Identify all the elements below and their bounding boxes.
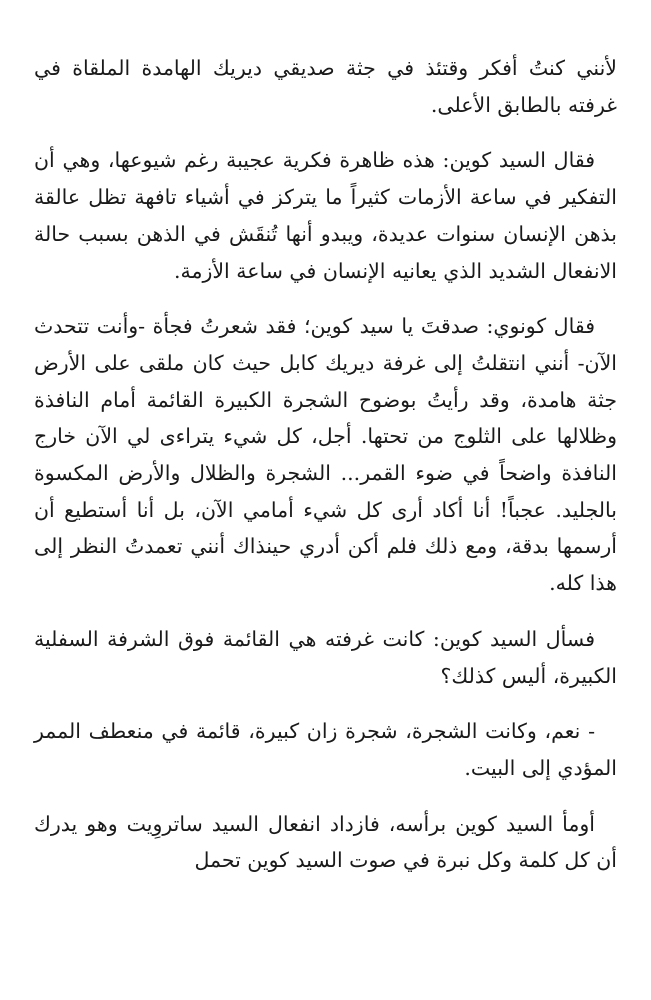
paragraph-6: أومأ السيد كوين برأسه، فازداد انفعال السيد ساتروِيت وهو يدرك أن كل كلمة وكل نبرة في صوت السيد كوين تحمل bbox=[34, 811, 617, 873]
paragraph-1: لأنني كنتُ أفكر وقتئذ في جثة صديقي ديريك الهامدة الملقاة في غرفته بالطابق الأعلى. bbox=[34, 56, 617, 117]
paragraph-4: فسأل السيد كوين: كانت غرفته هي القائمة فوق الشرفة السفلية الكبيرة، أليس كذلك؟ bbox=[34, 626, 617, 688]
paragraph-5: - نعم، وكانت الشجرة، شجرة زان كبيرة، قائمة في منعطف الممر المؤدي إلى البيت. bbox=[34, 719, 617, 780]
book-page bbox=[34, 50, 617, 898]
paragraph-2: فقال السيد كوين: هذه ظاهرة فكرية عجيبة رغم شيوعها، وهي أن التفكير في ساعة الأزمات كثيراً ما يتركز في أشياء تافهة تظل عالقة بذهن الإنسان سنوات عديدة، ويبدو أنها تُنقَش في الذهن بسبب حالة الانفعال الشديد الذي يعانيه الإنسان في ساعة الأزمة. bbox=[34, 148, 617, 283]
paragraph-3: فقال كونوي: صدقتَ يا سيد كوين؛ فقد شعرتُ فجأة -وأنت تتحدث الآن- أنني انتقلتُ إلى غرفة ديريك كابل حيث كان ملقى على الأرض جثة هامدة، وقد رأيتُ بوضوح الشجرة الكبيرة القائمة أمام النافذة وظلالها على الثلوج من تحتها. أجل، كل شيء يتراءى لي الآن خارج النافذة واضحاً في ضوء القمر... الشجرة والظلال والأرض المكسوة بالجليد. عجباً! أنا أكاد أرى كل شيء أمامي الآن، بل أنا أستطيع أن أرسمها بدقة، ومع ذلك فلم أكن أدري حينذاك أنني تعمدتُ النظر إلى هذا كله. bbox=[34, 314, 617, 596]
